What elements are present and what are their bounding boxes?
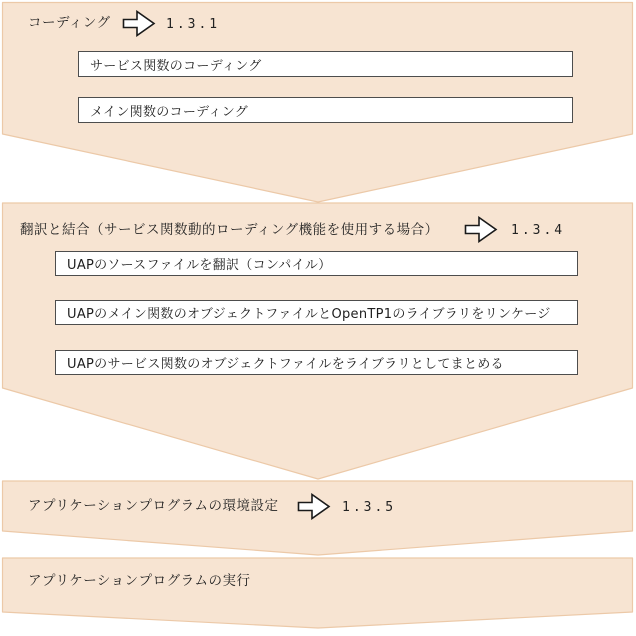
band-1-ref: 1.3.1 <box>166 17 221 32</box>
band-2-label: 翻訳と結合（サービス関数動的ローディング機能を使用する場合） <box>20 222 439 238</box>
right-arrow-icon <box>464 216 498 243</box>
right-arrow-icon <box>122 10 156 37</box>
band-4-shape <box>3 558 633 628</box>
process-box <box>55 350 578 375</box>
process-box-label: サービス関数のコーディング <box>90 58 262 74</box>
band-4-label: アプリケーションプログラムの実行 <box>28 573 251 589</box>
band-2-shape <box>3 203 633 479</box>
process-box-label: UAPのソースファイルを翻訳（コンパイル） <box>67 258 332 273</box>
band-1-label: コーディング <box>28 15 111 31</box>
process-box-label: メイン関数のコーディング <box>90 104 249 120</box>
band-3-label: アプリケーションプログラムの環境設定 <box>28 498 279 514</box>
process-box <box>55 251 578 276</box>
band-3-ref: 1.3.5 <box>342 500 397 515</box>
process-box-label: UAPのメイン関数のオブジェクトファイルとOpenTP1のライブラリをリンケージ <box>67 307 551 322</box>
process-box <box>78 97 573 123</box>
band-2-ref: 1.3.4 <box>511 223 566 238</box>
process-box-label: UAPのサービス関数のオブジェクトファイルをライブラリとしてまとめる <box>67 357 504 372</box>
process-box <box>55 300 578 325</box>
right-arrow-icon <box>297 493 331 520</box>
process-box <box>78 51 573 77</box>
